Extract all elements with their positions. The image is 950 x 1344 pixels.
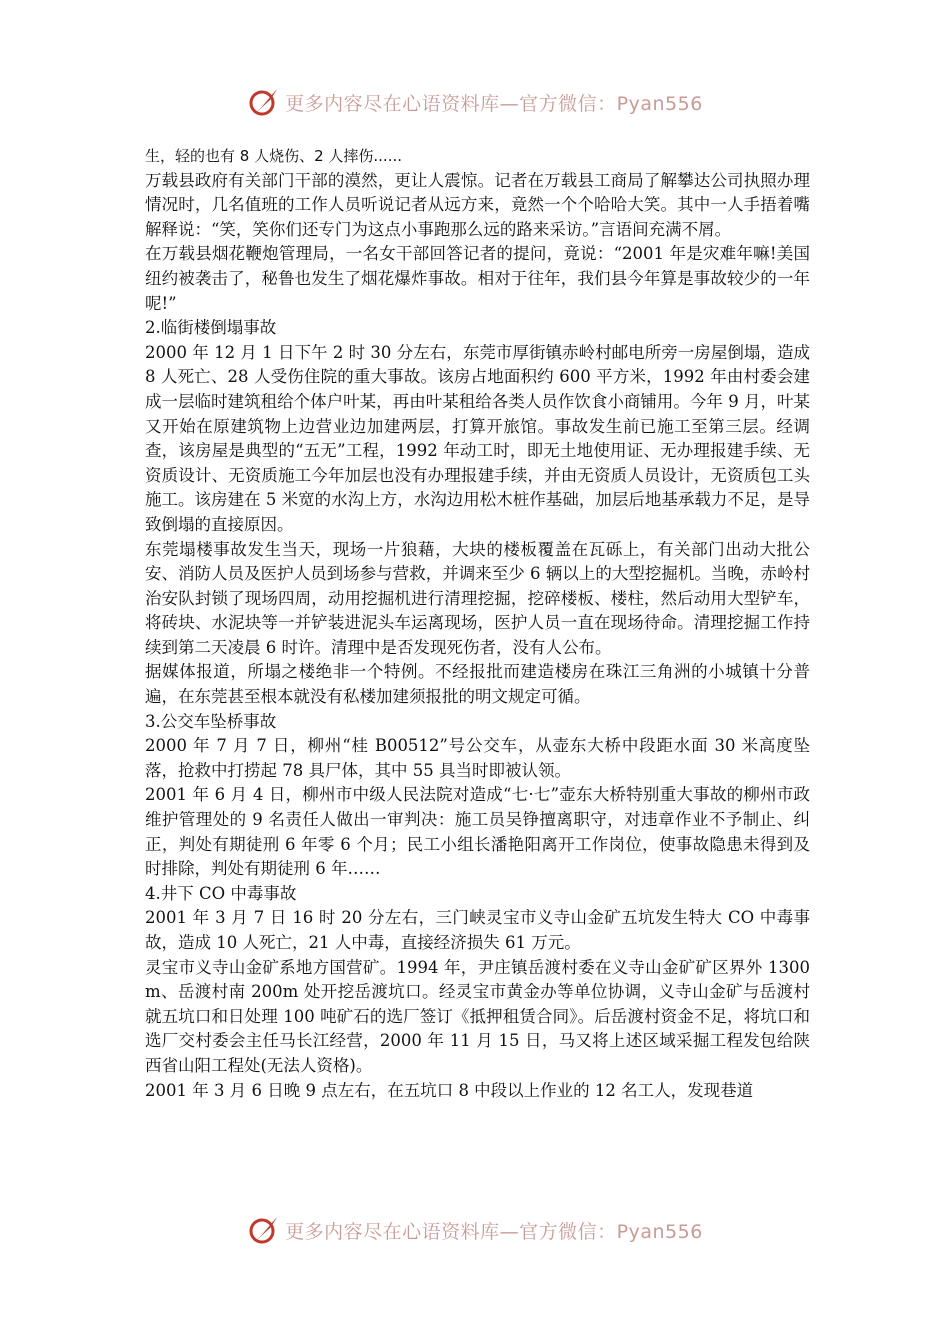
quill-logo-icon bbox=[247, 85, 281, 119]
paragraph: 2001 年 3 月 6 日晚 9 点左右，在五坑口 8 中段以上作业的 12 名工人，发现巷道 bbox=[145, 1080, 754, 1100]
section-heading: 4.井下 CO 中毒事故 bbox=[145, 883, 297, 903]
section-heading: 2.临街楼倒塌事故 bbox=[145, 318, 277, 338]
paragraph: 2000 年 12 月 1 日下午 2 时 30 分左右，东莞市厚街镇赤岭村邮电所旁一房屋倒塌，造成 8 人死亡、28 人受伤住院的重大事故。该房占地面积约 600 平方米，1992 年由村委会建成一层临时建筑租给个体户叶某，再由叶某租给各类人员作饮食小商铺用。今年 9 月，叶某又开始在原建筑物上边营业边加建两层，打算开旅馆。事故发生前已施工至第三层。经调查，该房屋是典型的“五无”工程，1992 年动工时，即无土地使用证、无办理报建手续、无资质设计、无资质施工今年加层也没有办理报建手续，并由无资质人员设计，无资质包工头施工。该房建在 5 米宽的水沟上方，水沟边用松木桩作基础，加层后地基承载力不足，是导致倒塌的直接原因。 bbox=[145, 342, 810, 534]
paragraph: 万载县政府有关部门干部的漠然，更让人震惊。记者在万载县工商局了解攀达公司执照办理情况时，几名值班的工作人员听说记者从远方来，竟然一个个哈哈大笑。其中一人手捂着嘴解释说：“笑，笑你们还专门为这点小事跑那么远的路来采访。”言语间充满不屑。 bbox=[145, 170, 810, 239]
document-body bbox=[145, 144, 810, 1103]
paragraph: 在万载县烟花鞭炮管理局，一名女干部回答记者的提问，竟说：“2001 年是灾难年嘛!美国纽约被袭击了，秘鲁也发生了烟花爆炸事故。相对于往年，我们县今年算是事故较少的一年呢!” bbox=[145, 244, 810, 313]
paragraph: 生，轻的也有 8 人烧伤、2 人摔伤...... bbox=[145, 147, 403, 165]
paragraph: 据媒体报道，所塌之楼绝非一个特例。不经报批而建造楼房在珠江三角洲的小城镇十分普遍，在东莞甚至根本就没有私楼加建须报批的明文规定可循。 bbox=[145, 662, 810, 707]
paragraph: 2001 年 3 月 7 日 16 时 20 分左右，三门峡灵宝市义寺山金矿五坑发生特大 CO 中毒事故，造成 10 人死亡，21 人中毒，直接经济损失 61 万元。 bbox=[145, 908, 810, 952]
header-banner bbox=[0, 82, 950, 122]
banner-text: 更多内容尽在心语资料库—官方微信：Pyan556 bbox=[285, 92, 703, 115]
section-heading: 3.公交车坠桥事故 bbox=[145, 711, 277, 731]
paragraph: 灵宝市义寺山金矿系地方国营矿。1994 年，尹庄镇岳渡村委在义寺山金矿矿区界外 1300m、岳渡村南 200m 处开挖岳渡坑口。经灵宝市黄金办等单位协调，义寺山金矿与岳渡村就五坑口和日处理 100 吨矿石的选厂签订《抵押租赁合同》。后岳渡村资金不足，将坑口和选厂交村委会主任马长江经营，2000 年 11 月 15 日，马又将上述区域采掘工程发包给陕西省山阳工程处(无法人资格)。 bbox=[145, 957, 810, 1075]
paragraph: 2000 年 7 月 7 日，柳州“桂 B00512”号公交车，从壶东大桥中段距水面 30 米高度坠落，抢救中打捞起 78 具尸体，其中 55 具当时即被认领。 bbox=[145, 736, 810, 780]
paragraph: 东莞塌楼事故发生当天，现场一片狼藉，大块的楼板覆盖在瓦砾上，有关部门出动大批公安、消防人员及医护人员到场参与营救，并调来至少 6 辆以上的大型挖掘机。当晚，赤岭村治安队封锁了现场四周，动用挖掘机进行清理挖掘，挖碎楼板、楼柱，然后动用大型铲车，将砖块、水泥块等一并铲装进泥头车运离现场，医护人员一直在现场待命。清理挖掘工作持续到第二天凌晨 6 时许。清理中是否发现死伤者，没有人公布。 bbox=[145, 539, 810, 657]
footer-banner bbox=[0, 1210, 950, 1250]
quill-logo-icon bbox=[247, 1213, 281, 1247]
banner-text: 更多内容尽在心语资料库—官方微信：Pyan556 bbox=[285, 1220, 703, 1243]
paragraph: 2001 年 6 月 4 日，柳州市中级人民法院对造成“七·七”壶东大桥特别重大事故的柳州市政维护管理处的 9 名责任人做出一审判决：施工员吴铮擅离职守，对违章作业不予制止、纠正，判处有期徒刑 6 年零 6 个月；民工小组长潘艳阳离开工作岗位，使事故隐患未得到及时排除，判处有期徒刑 6 年…… bbox=[145, 785, 810, 879]
